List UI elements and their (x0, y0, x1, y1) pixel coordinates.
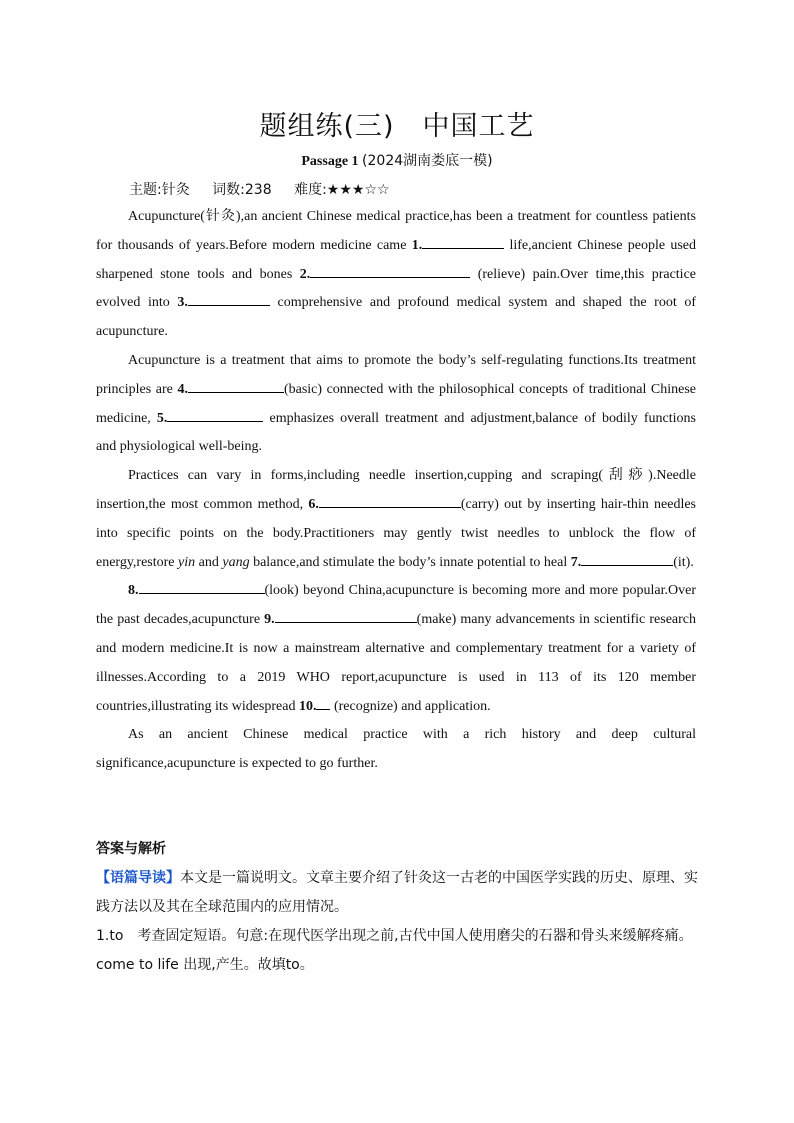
text-span: (basic) connected with the philosophical concepts of traditional Chinese medicine, (96, 381, 697, 426)
text-span: Acupuncture is a treatment that aims to promote the body’s self-regulating functions.Its treatment principles are (96, 352, 696, 397)
text-span: As an ancient Chinese medical practice with a rich history and deep cultural significance,acupuncture is expected to go further. (96, 727, 696, 772)
text-span: (it). (673, 554, 694, 570)
text-span: balance,and stimulate the body’s innate potential to heal (249, 554, 571, 570)
guide-text: 本文是一篇说明文。文章主要介绍了针灸这一古老的中国医学实践的历史、原理、实践方法以及其在全球范围内的应用情况。 (96, 870, 698, 915)
answer-blank[interactable] (188, 378, 284, 393)
text-span: (carry) out by inserting hair-thin needles into specific points on the body.Practitioners may gently twist needles to unblock the flow of energy,restore (96, 496, 696, 570)
answer-blank[interactable] (139, 579, 265, 594)
blank-number: 9. (264, 612, 275, 628)
text-span: emphasizes overall treatment and adjustment,balance of bodily functions and physiological well-being. (96, 410, 696, 455)
blank-number: 8. (128, 583, 139, 599)
blank-number: 6. (308, 496, 319, 512)
answer-blank[interactable] (188, 291, 270, 306)
reading-guide (96, 864, 706, 922)
passage-label: Passage 1 (301, 154, 359, 169)
passage-source: (2024湖南娄底一模) (362, 153, 493, 169)
paragraph-1 (96, 203, 696, 347)
text-span: yin (178, 554, 196, 570)
text-span: (relieve) pain.Over time,this practice evolved into (96, 266, 696, 311)
blank-number: 1. (411, 237, 423, 253)
topic-label: 主题:针灸 (129, 182, 190, 198)
text-span: (recognize) and application. (330, 698, 491, 714)
page-title: 题组练(三) 中国工艺 (259, 111, 535, 142)
passage-subtitle (0, 150, 794, 170)
answers-section (96, 835, 706, 980)
blank-number: 10. (298, 698, 317, 714)
answer-blank[interactable] (319, 493, 461, 508)
blank-number: 3. (177, 295, 188, 311)
blank-number: 2. (299, 266, 311, 282)
text-span: yang (222, 554, 250, 570)
answers-heading: 答案与解析 (96, 841, 166, 857)
answer-blank[interactable] (310, 263, 470, 278)
blank-number: 7. (570, 554, 582, 570)
text-span: Acupuncture(针灸),an ancient Chinese medical practice,has been a treatment for countless patients for thousands of years.Before modern medicine came (96, 209, 696, 253)
text-span: and (195, 554, 223, 570)
answer-blank[interactable] (316, 695, 330, 710)
text-span: Practices can vary in forms,including needle insertion,cupping and scraping(刮痧).Needle insertion,the most common method, (96, 468, 696, 512)
answer-item-1: 1.to 考查固定短语。句意:在现代医学出现之前,古代中国人使用磨尖的石器和骨头来缓解疼痛。come to life 出现,产生。故填to。 (96, 928, 693, 973)
blank-number: 5. (156, 410, 168, 426)
passage-meta (129, 179, 408, 199)
difficulty-rating: 难度:★★★☆☆ (294, 182, 390, 198)
text-span: comprehensive and profound medical system and shaped the root of acupuncture. (96, 295, 696, 340)
paragraph-5 (96, 721, 696, 779)
paragraph-2 (96, 347, 696, 462)
guide-label: 【语篇导读】 (96, 870, 180, 886)
text-span: (make) many advancements in scientific research and modern medicine.It is now a mainstream alternative and complementary treatment for a variety of illnesses.According to a 2019 WHO report,acupuncture is used in 113 of its 120 member countries,illustrating its widespread (96, 612, 696, 714)
paragraph-3 (96, 462, 696, 577)
text-span: (look) beyond China,acupuncture is becoming more and more popular.Over the past decades,acupuncture (96, 583, 696, 628)
text-span: life,ancient Chinese people used sharpened stone tools and bones (96, 237, 696, 282)
answer-blank[interactable] (167, 407, 263, 422)
answer-blank[interactable] (275, 608, 417, 623)
word-count: 词数:238 (212, 182, 272, 198)
answer-blank[interactable] (422, 234, 504, 249)
paragraph-4 (96, 577, 696, 721)
passage-body (96, 203, 696, 779)
answer-blank[interactable] (581, 551, 673, 566)
blank-number: 4. (177, 381, 188, 397)
